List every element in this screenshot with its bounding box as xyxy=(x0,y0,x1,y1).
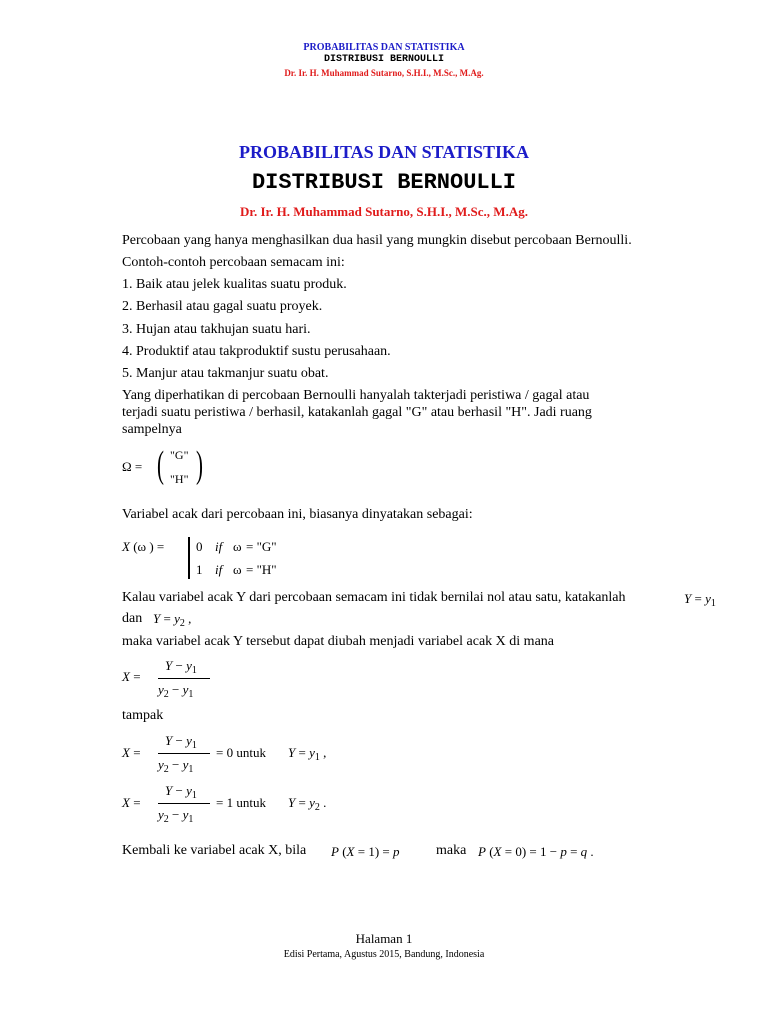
x-equals: X = xyxy=(122,669,141,684)
random-variable-text: Variabel acak dari percobaan ini, biasanya dinyatakan sebagai: xyxy=(122,507,473,522)
case-H: = "H" xyxy=(246,562,277,577)
omega-symbol: Ω = xyxy=(122,459,143,474)
kembali-text: Kembali ke variabel acak X, bila xyxy=(122,843,307,858)
numerator: $Y - y_1$ xyxy=(165,733,197,751)
title-author: Dr. Ir. H. Muhammad Sutarno, S.H.I., M.Sc., M.Ag. xyxy=(240,204,528,219)
numerator: $Y - y_1$ xyxy=(165,658,197,676)
x-equals: X = xyxy=(122,795,141,810)
fraction-line xyxy=(158,678,210,679)
edition-info: Edisi Pertama, Agustus 2015, Bandung, Indonesia xyxy=(283,949,485,960)
omega-G: "G" xyxy=(170,448,189,462)
examples-label: Contoh-contoh percobaan semacam ini: xyxy=(122,255,345,270)
page-number: Halaman 1 xyxy=(355,931,413,946)
example-item: 5. Manjur atau takmanjur suatu obat. xyxy=(122,366,329,381)
example-item: 2. Berhasil atau gagal suatu proyek. xyxy=(122,299,323,314)
tampak-text: tampak xyxy=(122,708,164,723)
numerator: $Y - y_1$ xyxy=(165,783,197,801)
y-equals-y1: $Y = y_1$ , xyxy=(288,745,327,763)
sample-space-text: terjadi suatu peristiwa / berhasil, katakanlah gagal "G" atau berhasil "H". Jadi ruang xyxy=(122,405,592,420)
running-header-topic: DISTRIBUSI BERNOULLI xyxy=(323,54,445,65)
maka-text: maka variabel acak Y tersebut dapat diubah menjadi variabel acak X di mana xyxy=(122,634,554,649)
case-1-value: 1 xyxy=(196,562,203,577)
sample-space-text: sampelnya xyxy=(122,422,182,437)
y-equals-y2: $Y = y_2$ , xyxy=(153,611,192,629)
fraction-line xyxy=(158,803,210,804)
p-x-equals-1: P (X = 1) = p xyxy=(331,844,400,859)
denominator: $y_2 - y_1$ xyxy=(158,682,194,700)
equals-one-untuk: = 1 untuk xyxy=(216,795,266,810)
dan-text: dan xyxy=(122,611,143,626)
maka-word: maka xyxy=(436,843,467,858)
omega-small: ω xyxy=(233,539,242,554)
example-item: 3. Hujan atau takhujan suatu hari. xyxy=(122,322,311,337)
kalau-text: Kalau variabel acak Y dari percobaan semacam ini tidak bernilai nol atau satu, katakanlah xyxy=(122,590,626,605)
p-x-equals-0: P (X = 0) = 1 − p = q . xyxy=(478,844,594,859)
x-omega-lhs: X (ω ) = xyxy=(122,539,165,554)
case-G: = "G" xyxy=(246,539,277,554)
omega-small: ω xyxy=(233,562,242,577)
case-if: if xyxy=(215,539,223,554)
title-topic: DISTRIBUSI BERNOULLI xyxy=(251,170,517,195)
running-header-subject: PROBABILITAS DAN STATISTIKA xyxy=(303,42,465,53)
title-subject: PROBABILITAS DAN STATISTIKA xyxy=(238,142,530,162)
intro-paragraph: Percobaan yang hanya menghasilkan dua hasil yang mungkin disebut percobaan Bernoulli. xyxy=(122,233,632,248)
x-equals: X = xyxy=(122,745,141,760)
sample-space-text: Yang diperhatikan di percobaan Bernoulli hanyalah takterjadi peristiwa / gagal atau xyxy=(122,388,590,403)
example-item: 1. Baik atau jelek kualitas suatu produk. xyxy=(122,277,347,292)
case-if: if xyxy=(215,562,223,577)
omega-H: "H" xyxy=(170,472,189,486)
case-0-value: 0 xyxy=(196,539,203,554)
y-equals-y1: $Y = y_1$ xyxy=(684,591,716,609)
equals-zero-untuk: = 0 untuk xyxy=(216,745,266,760)
case-bar xyxy=(188,537,190,579)
running-header-author: Dr. Ir. H. Muhammad Sutarno, S.H.I., M.Sc., M.Ag. xyxy=(284,68,484,78)
denominator: $y_2 - y_1$ xyxy=(158,757,194,775)
example-item: 4. Produktif atau takproduktif sustu perusahaan. xyxy=(122,344,391,359)
right-parenthesis: ) xyxy=(196,444,203,486)
y-equals-y2: $Y = y_2$ . xyxy=(288,795,327,813)
denominator: $y_2 - y_1$ xyxy=(158,807,194,825)
left-parenthesis: ( xyxy=(157,444,164,486)
fraction-line xyxy=(158,753,210,754)
